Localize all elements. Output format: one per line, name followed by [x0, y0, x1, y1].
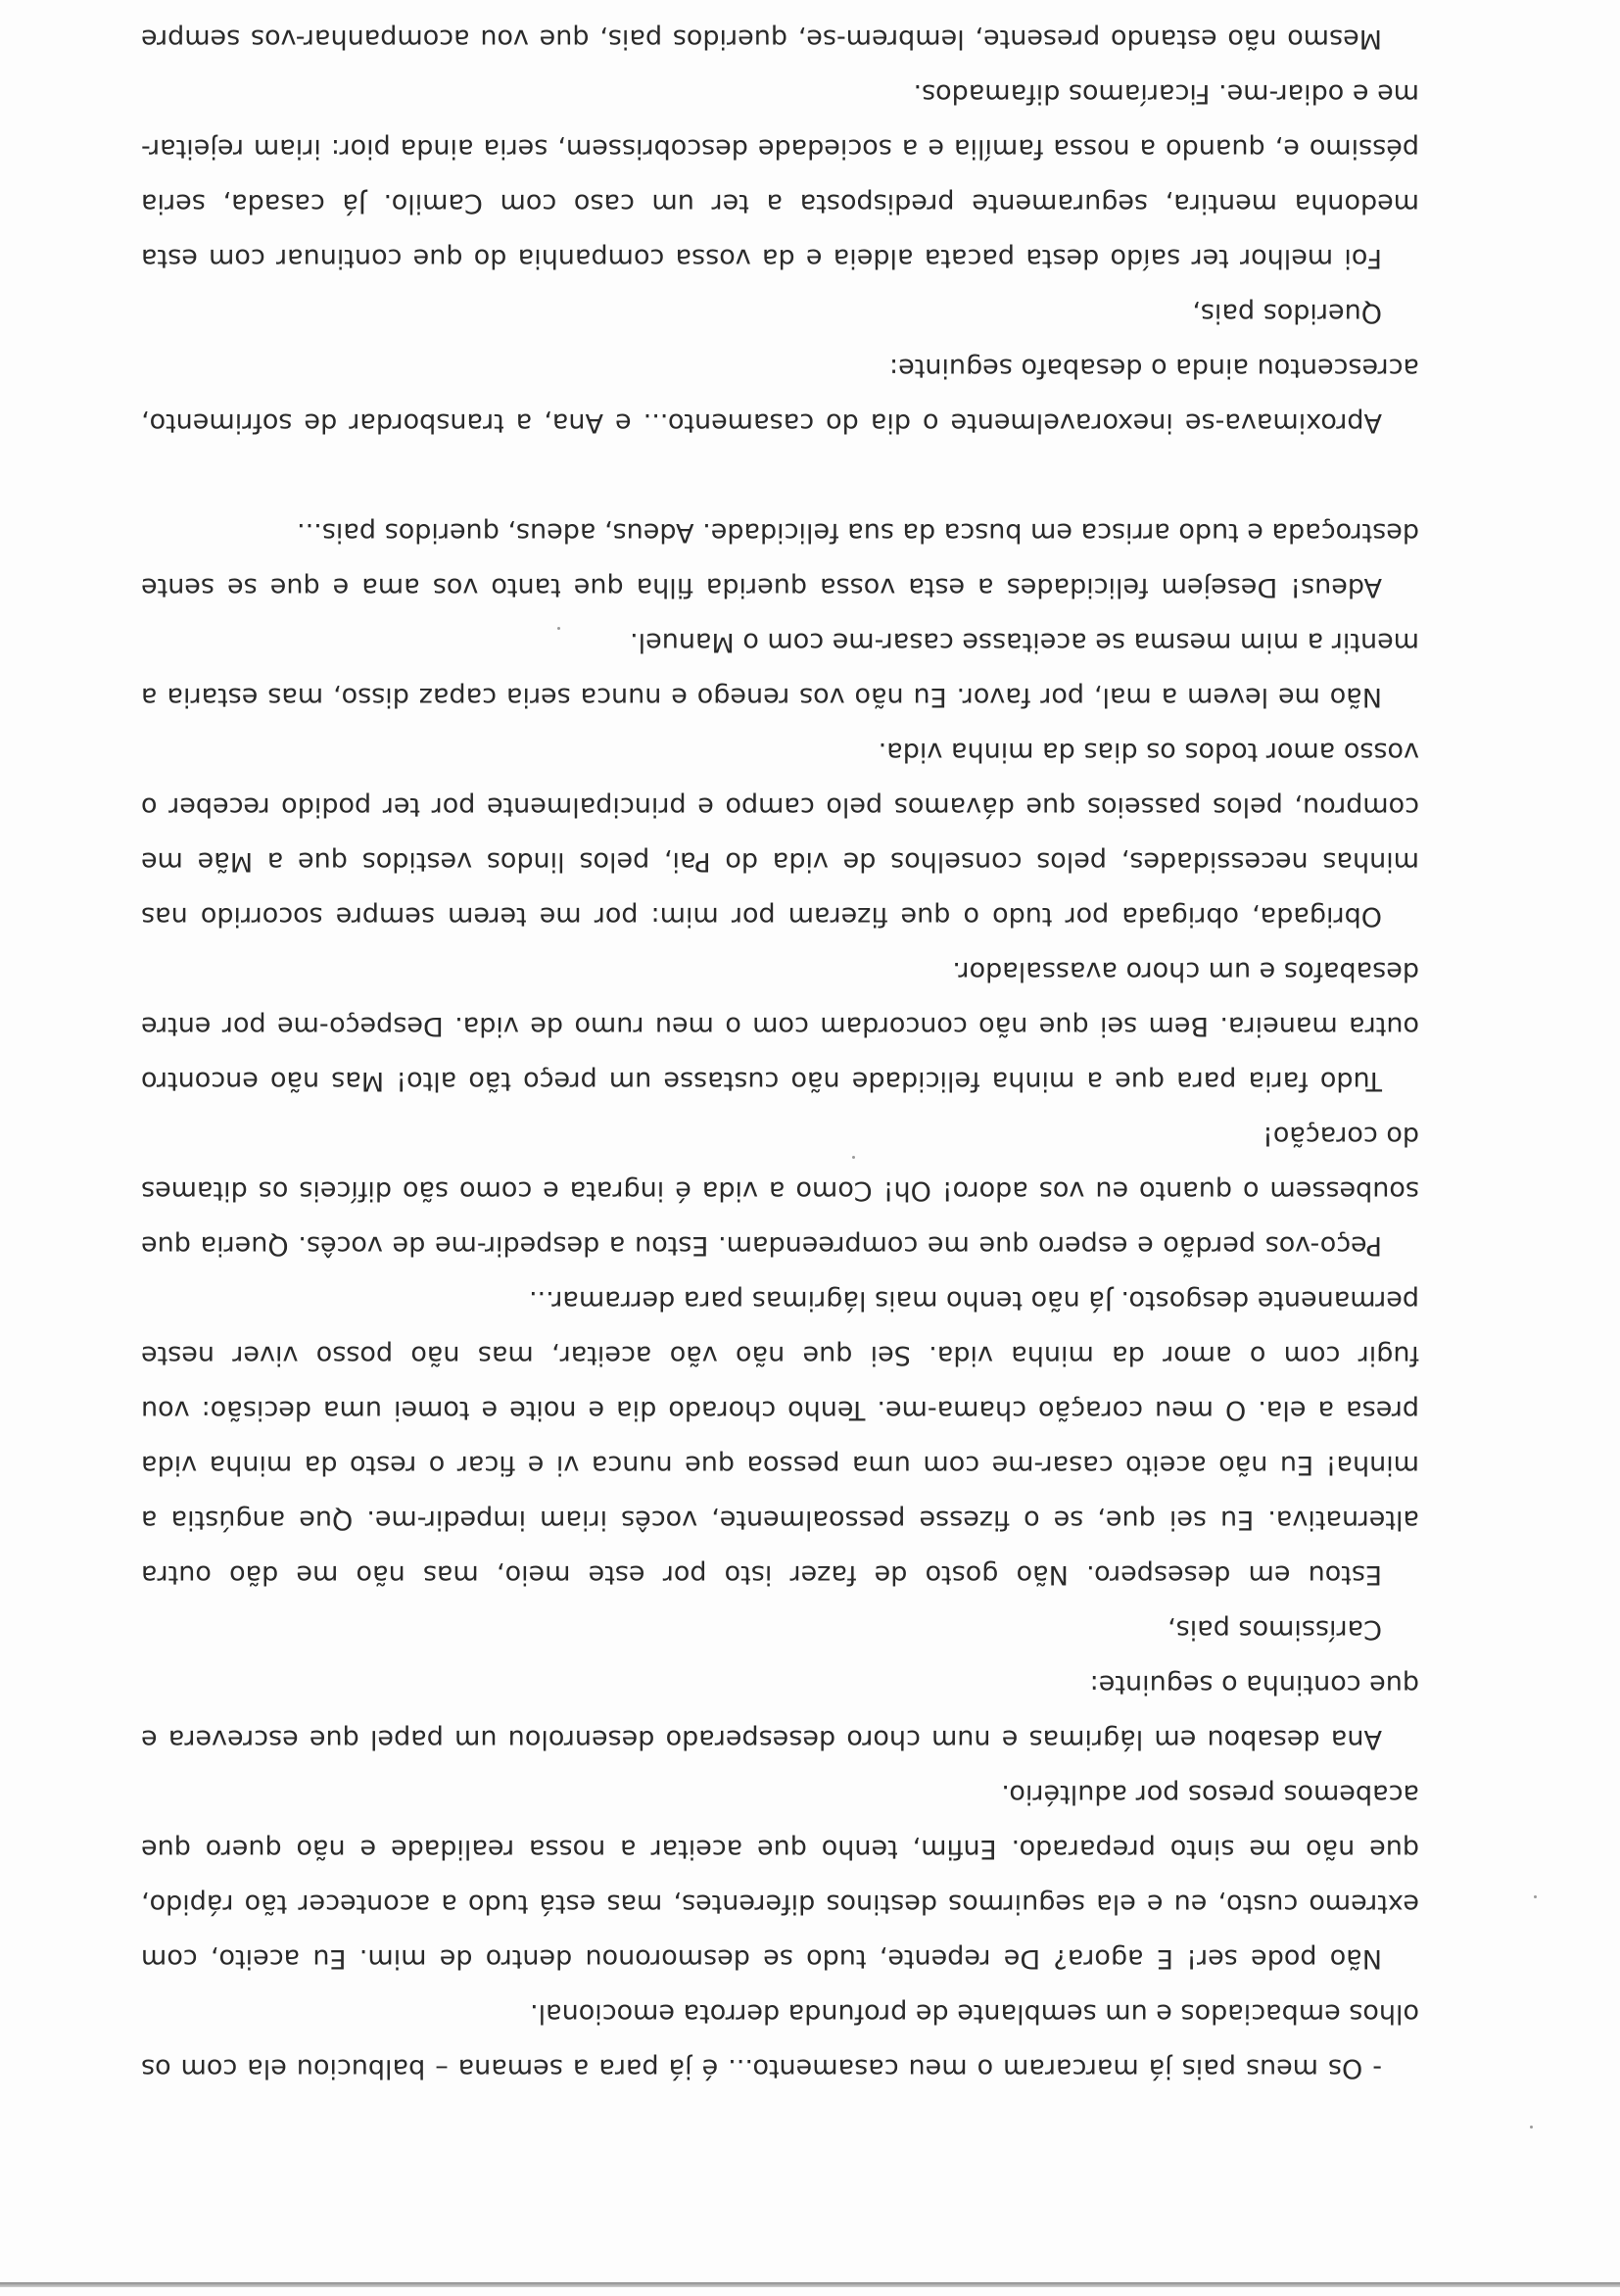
paragraph-narration: Aproximava-se inexoravelmente o dia do casamento... e Ana, a transbordar de sofrimento, acrescentou ainda o desabafo seguinte:: [141, 353, 1419, 438]
letter-paragraph: Foi melhor ter saído desta pacata aldeia e da vossa companhia do que continuar com esta medonha mentira, seguramente predisposta a ter um caso com Camilo. Já casada, seria péssimo e, quando a nossa família e a sociedade descobrissem, seria ainda pior: iriam rejeitar-me e odiar-me. Ficaríamos difamados.: [141, 78, 1419, 273]
letter-paragraph: Não me levem a mal, por favor. Eu não vos renego e nunca seria capaz disso, mas estaria a mentir a mim mesma se aceitasse casar-me com o Manuel.: [141, 627, 1419, 712]
paragraph-narration: Não pode ser! E agora? De repente, tudo se desmoronou dentro de mim. Eu aceito, com extremo custo, eu e ela seguirmos destinos diferentes, mas está tudo a acontecer tão rápido, que não me sinto preparado. Enfim, tenho que aceitar a nossa realidade e não quero que acabemos presos por adultério.: [141, 1779, 1419, 1974]
scan-edge-line: [0, 2282, 1620, 2287]
letter-salutation: Caríssimos pais,: [1167, 1614, 1382, 1645]
letter-paragraph: Peço-vos perdão e espero que me compreendam. Estou a despedir-me de vocês. Queria que soubessem o quanto eu vos adoro! Oh! Como a vida é ingrata e como são difíceis os ditames do coração!: [141, 1121, 1419, 1261]
letter-paragraph: Estou em desespero. Não gosto de fazer isto por este meio, mas não me dão outra alternativa. Eu sei que, se o fizesse pessoalmente, vocês iriam impedir-me. Que angústia a minha! Eu não aceito casar-me com uma pessoa que nunca vi e ficar o resto da minha vida presa a ela. O meu coração chama-me. Tenho chorado dia e noite e tomei uma decisão: vou fugir com o amor da minha vida. Sei que não vão aceitar, mas não posso viver neste permanente desgosto. Já não tenho mais lágrimas para derramar...: [141, 1285, 1419, 1590]
scan-speck: [557, 627, 560, 630]
scan-speck: [1534, 1895, 1537, 1898]
letter-closing: Adeus! Desejem felicidades a esta vossa querida filha que tanto vos ama e que se sente destroçada e tudo arrisca em busca da sua felicidade. Adeus, adeus, queridos pais...: [141, 517, 1419, 602]
letter-salutation: Queridos pais,: [1192, 298, 1382, 328]
letter-paragraph: Obrigada, obrigada por tudo o que fizeram por mim: por me terem sempre socorrido nas minhas necessidades, pelos conselhos de vida do Pai, pelos lindos vestidos que a Mãe me comprou, pelos passeios que dávamos pelo campo e principalmente por ter podido receber o vosso amor todos os dias da minha vida.: [141, 737, 1419, 932]
paragraph-dialogue: - Os meus pais já marcaram o meu casamento... é já para a semana – balbuciou ela com os olhos embaciados e um semblante de profunda derrota emocional.: [141, 1998, 1419, 2083]
scan-speck: [1530, 2126, 1533, 2129]
letter-paragraph: Mesmo não estando presente, lembrem-se, queridos pais, que vou acompanhar-vos sempre: [141, 24, 1382, 54]
letter-paragraph: Tudo faria para que a minha felicidade não custasse um preço tão alto! Mas não encontro outra maneira. Bem sei que não concordam com o meu rumo de vida. Despeço-me por entre desabafos e um choro avassalador.: [141, 956, 1419, 1096]
story-text: [141, 0, 1419, 2095]
paragraph-narration: Ana desabou em lágrimas e num choro desesperado desenrolou um papel que escrevera e que continha o seguinte:: [141, 1669, 1419, 1754]
scan-speck: [852, 1156, 855, 1159]
